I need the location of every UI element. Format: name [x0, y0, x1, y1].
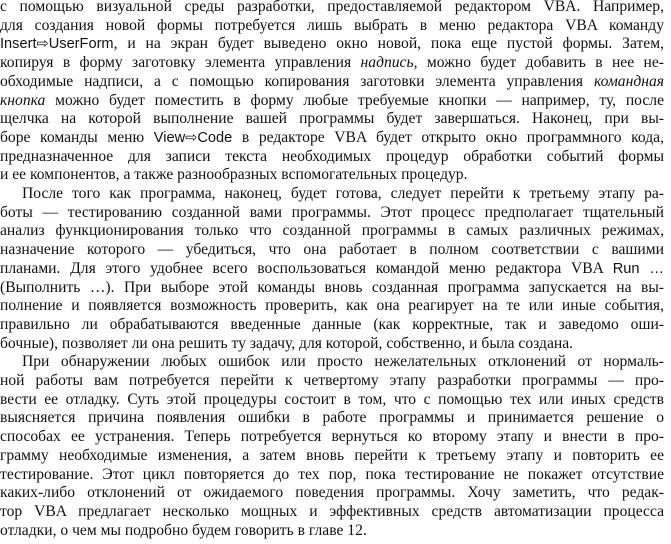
menu-command: View⇨Code [153, 129, 233, 146]
text-run: После того как программа, наконец, будет готова, следует перейти к третьему этапу ра- [22, 185, 664, 202]
text-run: обходимые надписи, а с помощью копирования заготовки элемента управления [0, 72, 594, 90]
text-run: правильно ли обрабатываются введенные данные (как корректные, так и заведомо оши- [0, 315, 664, 333]
text-run: полнение и появляется возможность проверить, как она реагирует на те или иные события, [0, 297, 664, 315]
text-run: предназначенное для записи текста необходимых процедур обработки событий формы [0, 147, 664, 165]
text-line [0, 520, 664, 542]
italic-term: надпись [360, 54, 414, 72]
text-run: способах ее устранения. Теперь потребуется вернуться ко второму этапу и внести в про- [0, 428, 664, 446]
italic-term: командная [593, 72, 664, 90]
text-run: , можно будет добавить в нее не- [413, 54, 664, 72]
text-run: планами. Для этого удобнее всего воспользоваться командой меню редактора VBA [0, 259, 613, 277]
text-run: можно будет поместить в форму любые требуемые кнопки — например, ту, после [45, 91, 664, 109]
text-run: для создания новой формы потребуется лишь выбрать в меню редактора VBA команду [0, 16, 664, 34]
text-run: каких-либо отклонений от ожидаемого поведения программы. Хочу заметить, что редак- [0, 484, 664, 502]
text-run: с помощью визуальной среды разработки, предоставляемой редактором VBA. Например, [0, 0, 664, 15]
text-run: (Выполнить …). При выборе этой команды вновь созданная программа запускается на вы- [0, 278, 664, 296]
text-run: отладки, о чем мы подробно будем говорить в главе 12. [0, 521, 367, 539]
text-run: , и на экран будет выведено окно новой, пока еще пустой формы. Затем, [113, 35, 664, 53]
menu-command: Insert⇨UserForm [0, 36, 114, 53]
text-run: щелчка на которой выполнение вашей программы будет завершаться. Наконец, при вы- [0, 110, 664, 128]
text-run: боты — тестированию созданной вами программы. Этот процесс предполагает тщательный [0, 203, 664, 221]
italic-term: кнопка [0, 91, 46, 109]
text-run: ной работы вам потребуется перейти к четвертому этапу разработки программы — про- [0, 372, 664, 389]
text-run: грамму необходимые изменения, а затем вновь перейти к третьему этапу и повторить ее [0, 446, 664, 464]
text-run: анализ функционирования только что созданной программы в самых различных режимах, [0, 222, 664, 240]
text-run: в редакторе VBA будет открыто окно программного кода, [232, 128, 664, 146]
text-run: назначение которого — убедиться, что она работает в полном соответствии с вашими [0, 241, 664, 259]
text-run: вести ее отладку. Суть этой процедуры состоит в том, что с помощью тех или иных средств [0, 390, 664, 408]
text-run: и ее компонентов, а также разнообразных вспомогательных процедур. [0, 166, 468, 184]
text-run: боре команды меню [0, 128, 154, 146]
text-run: тор VBA предлагает несколько мощных и эффективных средств автоматизации процесса [0, 502, 664, 520]
text-run: копируя в форму заготовку элемента управления [0, 54, 361, 72]
text-run: При обнаружении любых ошибок или просто нежелательных отклонений от нормаль- [22, 353, 664, 371]
text-run: выясняется причина появления ошибки в работе программы и принимается решение о [0, 409, 664, 427]
menu-command: Run … [612, 260, 664, 277]
text-run: тестирование. Этот цикл повторяется до тех пор, пока тестирование не покажет отсутствие [0, 465, 664, 483]
text-run: бочные), позволяет ли она решить ту задачу, для которой, собственно, и была создана. [0, 334, 574, 352]
